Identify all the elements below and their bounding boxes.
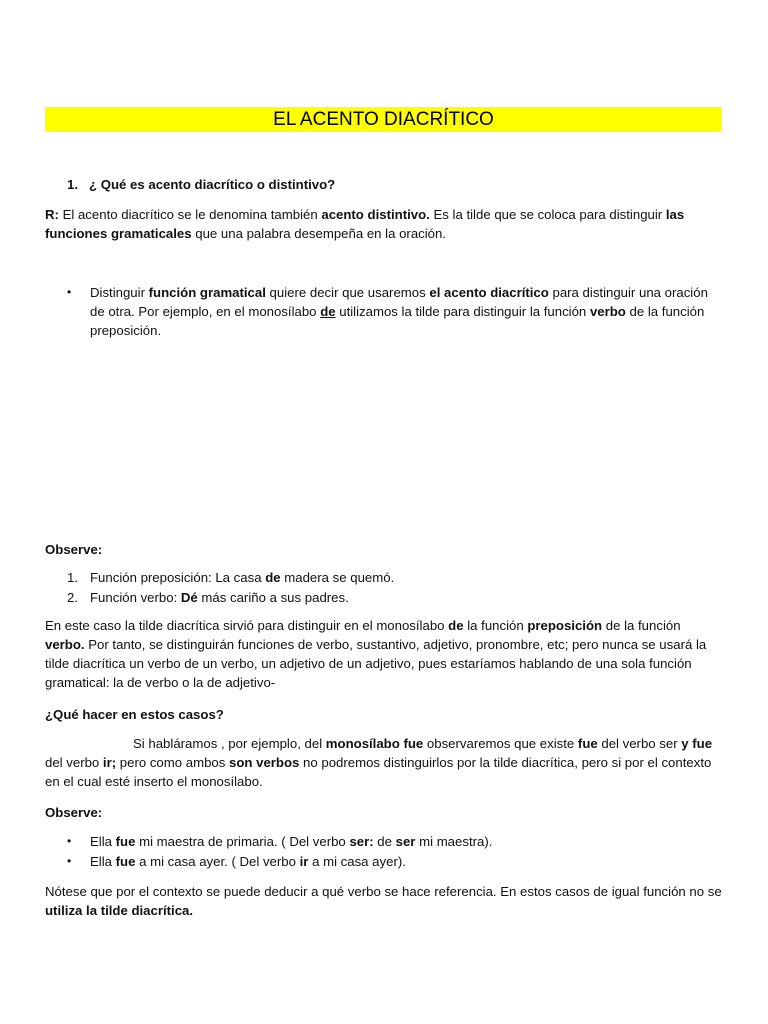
conclusion-paragraph: Nótese que por el contexto se puede deducir a qué verbo se hace referencia. En estos casos de igual función no se utiliza la tilde diacrítica. — [45, 884, 722, 918]
question-2: ¿Qué hacer en estos casos? — [45, 707, 224, 722]
numbered-item: 1. Función preposición: La casa de madera se quemó. — [67, 570, 395, 585]
bullet-icon: • — [67, 834, 72, 848]
bullet-item: • Ella fue a mi casa ayer. ( Del verbo ir a mi casa ayer). — [67, 854, 406, 869]
bullet-icon: • — [67, 285, 72, 299]
answer-paragraph: R: El acento diacrítico se le denomina también acento distintivo. Es la tilde que se coloca para distinguir las funciones gramaticales que una palabra desempeña en la oración. — [45, 207, 685, 241]
bullet-text: Distinguir función gramatical quiere decir que usaremos el acento diacrítico para distinguir una oración de otra. Por ejemplo, en el monosílabo de utilizamos la tilde para distinguir la función verbo de la función preposición. — [90, 285, 708, 338]
explanation-paragraph: En este caso la tilde diacrítica sirvió para distinguir en el monosílabo de la función preposición de la función verbo. Por tanto, se distinguirán funciones de verbo, sustantivo, adjetivo, pronombre, etc; pero nunca se usará la tilde diacrítica un verbo de un verbo, un adjetivo de un adjetivo, pues estaríamos hablando de una sola función gramatical: la de verbo o la de adjetivo- — [45, 618, 707, 690]
bullet-icon: • — [67, 854, 72, 868]
context-paragraph: Si habláramos , por ejemplo, del monosílabo fue observaremos que existe fue del verbo ser y fue del verbo ir; pero como ambos son verbos no podremos distinguirlos por la tilde diacrítica, pero si por el contexto en el cual esté inserto el monosílabo. — [45, 736, 713, 789]
document-title: EL ACENTO DIACRÍTICO — [45, 107, 722, 132]
bullet-item — [67, 283, 722, 340]
question-1-text: ¿ Qué es acento diacrítico o distintivo? — [89, 177, 336, 192]
observe-heading: Observe: — [45, 805, 103, 820]
answer-label: R: — [45, 207, 59, 222]
question-1-number: 1. — [67, 177, 78, 192]
observe-heading: Observe: — [45, 542, 103, 557]
numbered-item: 2. Función verbo: Dé más cariño a sus padres. — [67, 590, 349, 605]
bullet-item: • Ella fue mi maestra de primaria. ( Del verbo ser: de ser mi maestra). — [67, 834, 493, 849]
